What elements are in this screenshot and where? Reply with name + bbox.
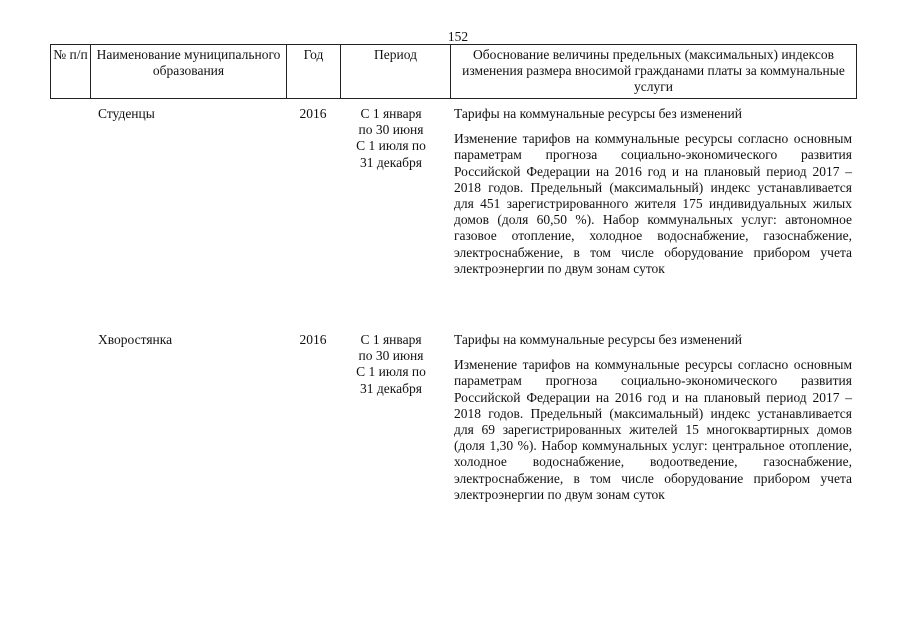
rationale-text: Изменение тарифов на коммунальные ресурсы согласно основным параметрам прогноза социально-экономического развития Российской Федерации на 2016 год и на плановый период 2017 – 2018 годов. Предельный (максимальный) индекс устанавливается для 69 зарегистрированных жителей 15 многоквартирных домов (доля 1,30 %). Набор коммунальных услуг: центральное отопление, холодное водоснабжение, водоотведение, газоснабжение, электроснабжение, в том числе оборудование прибором учета электроэнергии по двум зонам суток xyxy=(454,357,852,502)
period-line: С 1 января xyxy=(360,106,422,121)
rationale-cell xyxy=(454,106,852,277)
municipality-name: Хворостянка xyxy=(98,332,173,347)
period-cell xyxy=(340,106,442,171)
table-header xyxy=(50,44,857,99)
period-line: С 1 января xyxy=(360,332,422,347)
header-year: Год xyxy=(287,45,341,99)
period-line: 31 декабря xyxy=(360,380,422,396)
period-line: С 1 июля по xyxy=(356,138,426,154)
header-period: Период xyxy=(341,45,451,99)
rationale-no-change: Тарифы на коммунальные ресурсы без изменений xyxy=(454,332,742,347)
period-line: по 30 июня xyxy=(358,122,424,138)
municipality-name: Студенцы xyxy=(98,106,155,121)
rationale-no-change: Тарифы на коммунальные ресурсы без изменений xyxy=(454,106,742,121)
period-line: по 30 июня xyxy=(358,348,424,364)
period-cell xyxy=(340,332,442,397)
period-line: 31 декабря xyxy=(360,154,422,170)
header-rationale: Обоснование величины предельных (максимальных) индексов изменения размера вносимой гражданами платы за коммунальные услуги xyxy=(451,45,857,99)
rationale-cell xyxy=(454,332,852,503)
period-line: С 1 июля по xyxy=(356,364,426,380)
header-num: № п/п xyxy=(51,45,91,99)
header-name: Наименование муниципального образования xyxy=(91,45,287,99)
rationale-text: Изменение тарифов на коммунальные ресурсы согласно основным параметрам прогноза социально-экономического развития Российской Федерации на 2016 год и на плановый период 2017 – 2018 годов. Предельный (максимальный) индекс устанавливается для 451 зарегистрированного жителя 175 индивидуальных жилых домов (доля 60,50 %). Набор коммунальных услуг: автономное газовое отопление, холодное водоснабжение, газоснабжение, электроснабжение, в том числе оборудование прибором учета электроэнергии по двум зонам суток xyxy=(454,131,852,276)
year-cell: 2016 xyxy=(299,106,327,121)
year-cell: 2016 xyxy=(299,332,327,347)
page-number: 152 xyxy=(447,29,469,44)
